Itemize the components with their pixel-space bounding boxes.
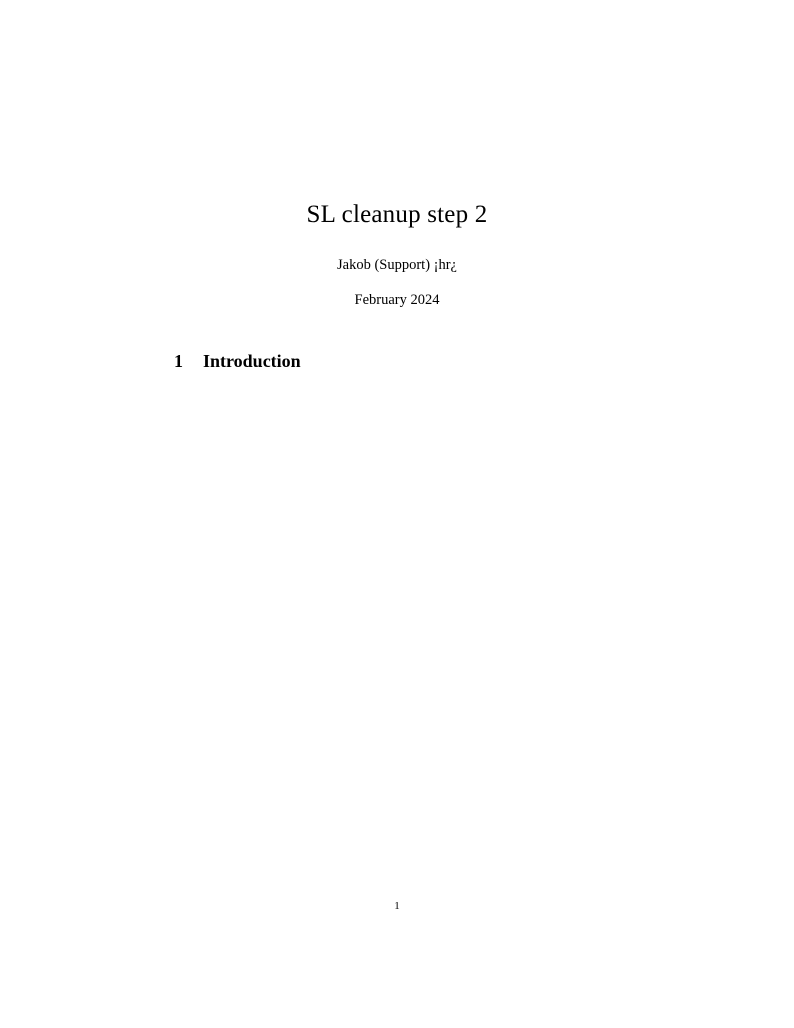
document-author: Jakob (Support) ¡hr¿ xyxy=(336,257,457,273)
section-heading-introduction xyxy=(96,351,698,372)
document-body xyxy=(96,0,698,1028)
page-number: 1 xyxy=(394,900,400,912)
section-title: Introduction xyxy=(203,350,301,371)
document-date: February 2024 xyxy=(354,292,440,309)
section-number: 1 xyxy=(174,350,183,371)
document-title: SL cleanup step 2 xyxy=(306,201,488,228)
title-block xyxy=(96,200,698,310)
